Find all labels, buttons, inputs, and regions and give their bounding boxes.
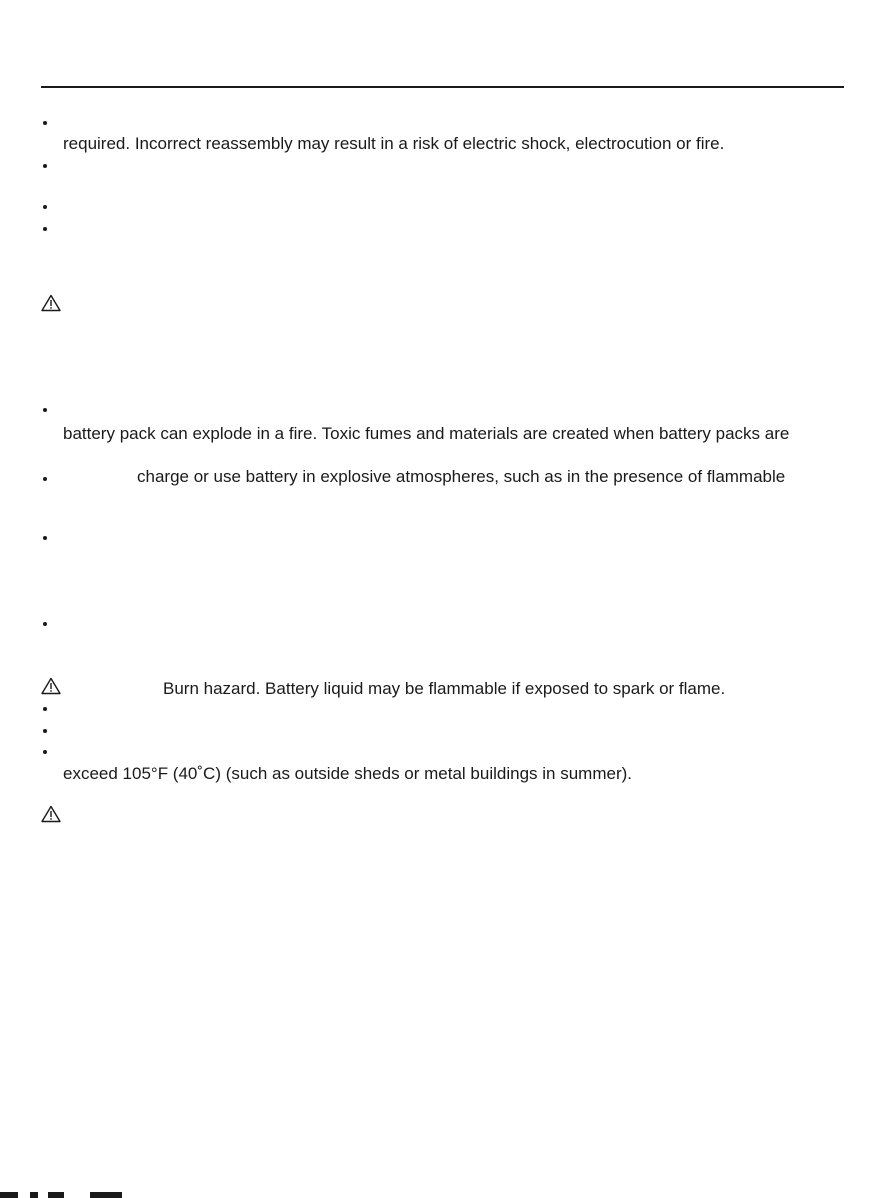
- footer-fragment: [48, 1192, 64, 1198]
- atmospheres-text: charge or use battery in explosive atmospheres, such as in the presence of flammable: [137, 467, 786, 486]
- warning-triangle-icon: [41, 677, 61, 695]
- footer-fragment: [90, 1192, 122, 1198]
- bullet-dot: [43, 477, 47, 481]
- header-divider: [41, 86, 844, 88]
- burn-hazard-text: Burn hazard. Battery liquid may be flammable if exposed to spark or flame.: [163, 679, 726, 698]
- bullet-dot: [43, 164, 47, 168]
- explode-text: battery pack can explode in a fire. Toxic fumes and materials are created when battery packs are: [63, 424, 790, 443]
- footer-fragment: [30, 1192, 38, 1198]
- bullet-dot: [43, 227, 47, 231]
- bullet-dot: [43, 121, 47, 125]
- bullet-dot: [43, 622, 47, 626]
- bullet-dot: [43, 408, 47, 412]
- reassembly-text: required. Incorrect reassembly may result in a risk of electric shock, electrocution or fire.: [63, 134, 725, 153]
- bullet-dot: [43, 536, 47, 540]
- bullet-dot: [43, 750, 47, 754]
- bullet-dot: [43, 729, 47, 733]
- warning-triangle-icon: [41, 805, 61, 823]
- footer-fragment: [0, 1192, 18, 1198]
- temperature-text: exceed 105°F (40˚C) (such as outside sheds or metal buildings in summer).: [63, 764, 632, 783]
- warning-triangle-icon: [41, 294, 61, 312]
- bullet-dot: [43, 707, 47, 711]
- bullet-dot: [43, 205, 47, 209]
